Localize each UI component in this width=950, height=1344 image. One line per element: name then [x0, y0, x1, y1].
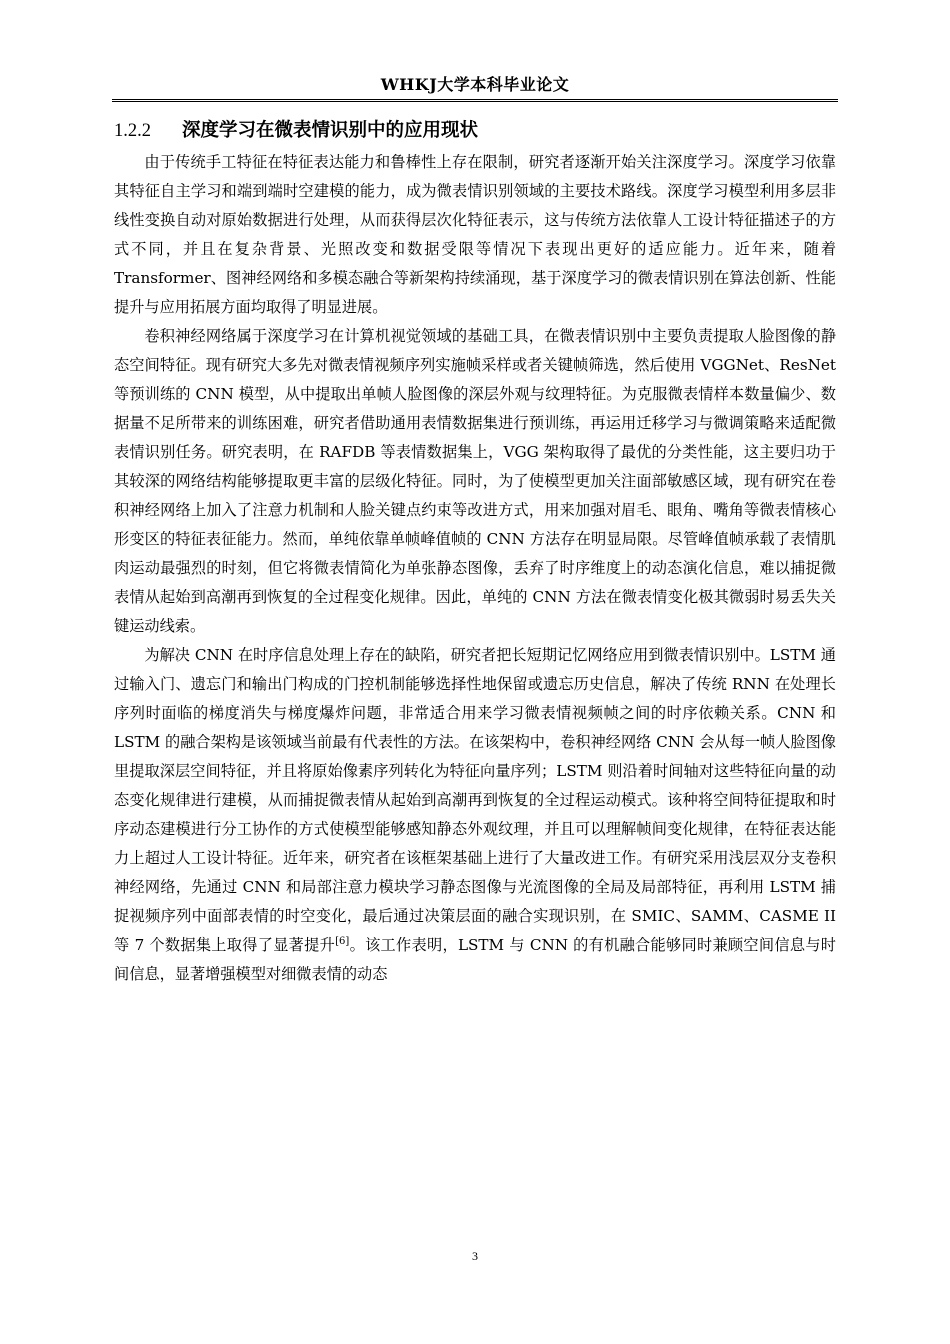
paragraph-3-text: 为解决 CNN 在时序信息处理上存在的缺陷，研究者把长短期记忆网络应用到微表情识别中。LSTM 通过输入门、遗忘门和输出门构成的门控机制能够选择性地保留或遗忘历史信息，解决了传统 RNN 在处理长序列时面临的梯度消失与梯度爆炸问题，非常适合用来学习微表情视频帧之间的时序依赖关系。CNN 和 LSTM 的融合架构是该领域当前最有代表性的方法。在该架构中，卷积神经网络 CNN 会从每一帧人脸图像里提取深层空间特征，并且将原始像素序列转化为特征向量序列；LSTM 则沿着时间轴对这些特征向量的动态变化规律进行建模，从而捕捉微表情从起始到高潮再到恢复的全过程运动模式。该种将空间特征提取和时序动态建模进行分工协作的方式使模型能够感知静态外观纹理，并且可以理解帧间变化规律，在特征表达能力上超过人工设计特征。近年来，研究者在该框架基础上进行了大量改进工作。有研究采用浅层双分支卷积神经网络，先通过 CNN 和局部注意力模块学习静态图像与光流图像的全局及局部特征，再利用 LSTM 捕捉视频序列中面部表情的时空变化，最后通过决策层面的融合实现识别，在 SMIC、SAMM、CASME II 等 7 个数据集上取得了显著提升: [114, 646, 836, 954]
paragraph-3-tail: 。该工作表明，LSTM 与 CNN 的有机融合能够同时兼顾空间信息与时间信息，显著增强模型对细微表情的动态: [114, 936, 836, 983]
paragraph-2: 卷积神经网络属于深度学习在计算机视觉领域的基础工具，在微表情识别中主要负责提取人脸图像的静态空间特征。现有研究大多先对微表情视频序列实施帧采样或者关键帧筛选，然后使用 VGGNet、ResNet 等预训练的 CNN 模型，从中提取出单帧人脸图像的深层外观与纹理特征。为克服微表情样本数量偏少、数据量不足所带来的训练困难，研究者借助通用表情数据集进行预训练，再运用迁移学习与微调策略来适配微表情识别任务。研究表明，在 RAFDB 等表情数据集上，VGG 架构取得了最优的分类性能，这主要归功于其较深的网络结构能够提取更丰富的层级化特征。同时，为了使模型更加关注面部敏感区域，现有研究在卷积神经网络上加入了注意力机制和人脸关键点约束等改进方式，用来加强对眉毛、眼角、嘴角等微表情核心形变区的特征表征能力。然而，单纯依靠单帧峰值帧的 CNN 方法存在明显局限。尽管峰值帧承载了表情肌肉运动最强烈的时刻，但它将微表情简化为单张静态图像，丢弃了时序维度上的动态演化信息，难以捕捉微表情从起始到高潮再到恢复的全过程变化规律。因此，单纯的 CNN 方法在微表情变化极其微弱时易丢失关键运动线索。: [114, 327, 836, 635]
paragraph-1: 由于传统手工特征在特征表达能力和鲁棒性上存在限制，研究者逐渐开始关注深度学习。深度学习依靠其特征自主学习和端到端时空建模的能力，成为微表情识别领域的主要技术路线。深度学习模型利用多层非线性变换自动对原始数据进行处理，从而获得层次化特征表示，这与传统方法依靠人工设计特征描述子的方式不同，并且在复杂背景、光照改变和数据受限等情况下表现出更好的适应能力。近年来，随着 Transformer、图神经网络和多模态融合等新架构持续涌现，基于深度学习的微表情识别在算法创新、性能提升与应用拓展方面均取得了明显进展。: [114, 153, 836, 316]
body-text: [114, 148, 836, 989]
header-rule: [112, 99, 838, 102]
running-header: WHKJ大学本科毕业论文: [380, 75, 570, 94]
section-heading: [114, 116, 478, 142]
page-number: 3: [472, 1249, 478, 1263]
section-title: 深度学习在微表情识别中的应用现状: [182, 120, 479, 141]
paragraph-3: [114, 641, 836, 989]
citation-ref[interactable]: [6]: [335, 935, 350, 947]
section-number: 1.2.2: [114, 121, 151, 141]
